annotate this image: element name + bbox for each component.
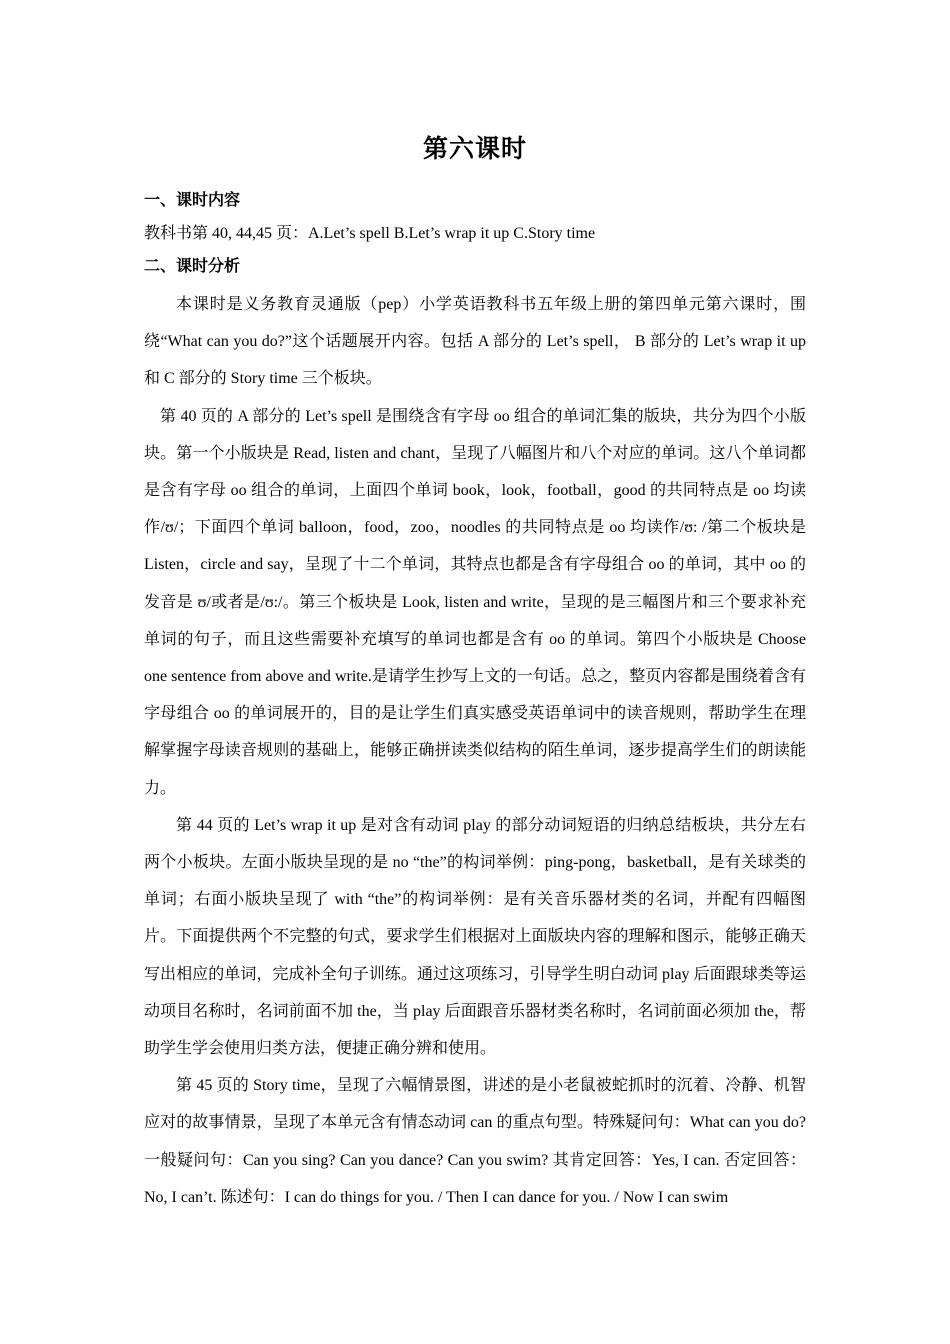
- lesson-content-text: 教科书第 40, 44,45 页：A.Let’s spell B.Let’s wrap it up C.Story time: [144, 225, 596, 242]
- page-title: 第六课时: [422, 136, 527, 163]
- analysis-paragraph-lets-spell: 第 40 页的 A 部分的 Let’s spell 是围绕含有字母 oo 组合的单词汇集的版块，共分为四个小版块。第一个小版块是 Read, listen and chant，呈现了八幅图片和八个对应的单词。这八个单词都是含有字母 oo 组合的单词，上面四个单词 book，look，football，good 的共同特点是 oo 均读作/ʊ/；下面四个单词 balloon，food，zoo，noodles 的共同特点是 oo 均读作/ʊ: /第二个板块是 Listen，circle and say，呈现了十二个单词，其特点也都是含有字母组合 oo 的单词，其中 oo 的发音是 ʊ/或者是/ʊ:/。第三个板块是 Look, listen and write，呈现的是三幅图片和三个要求补充单词的句子，而且这些需要补充填写的单词也都是含有 oo 的单词。第四个小版块是 Choose one sentence from above and write.是请学生抄写上文的一句话。总之，整页内容都是围绕着含有字母组合 oo 的单词展开的，目的是让学生们真实感受英语单词中的读音规则，帮助学生在理解掌握字母读音规则的基础上，能够正确拼读类似结构的陌生单词，逐步提高学生们的朗读能力。: [144, 407, 806, 797]
- analysis-paragraph-story-time: 第 45 页的 Story time，呈现了六幅情景图，讲述的是小老鼠被蛇抓时的沉着、冷静、机智应对的故事情景，呈现了本单元含有情态动词 can 的重点句型。特殊疑问句：What can you do? 一般疑问句：Can you sing? Can you dance? Can you swim? 其肯定回答：Yes, I can. 否定回答：No, I can’t. 陈述句：I can do things for you. / Then I can dance for you. / Now I can swim: [144, 1077, 806, 1206]
- document-body: [144, 132, 806, 1216]
- analysis-paragraph-overview: 本课时是义务教育灵通版（pep）小学英语教科书五年级上册的第四单元第六课时，围绕“What can you do?”这个话题展开内容。包括 A 部分的 Let’s spell， B 部分的 Let’s wrap it up 和 C 部分的 Story time 三个板块。: [144, 296, 806, 388]
- analysis-paragraph-wrap-it-up: 第 44 页的 Let’s wrap it up 是对含有动词 play 的部分动词短语的归纳总结板块，共分左右两个小板块。左面小版块呈现的是 no “the”的构词举例：ping-pong，basketball，是有关球类的单词；右面小版块呈现了 with “the”的构词举例：是有关音乐器材类的名词，并配有四幅图片。下面提供两个不完整的句式，要求学生们根据对上面版块内容的理解和图示，能够正确天写出相应的单词，完成补全句子训练。通过这项练习，引导学生明白动词 play 后面跟球类等运动项目名称时，名词前面不加 the，当 play 后面跟音乐器材类名称时，名词前面必须加 the，帮助学生学会使用归类方法，便捷正确分辨和使用。: [144, 816, 806, 1058]
- section-heading-lesson-analysis: 二、课时分析: [144, 258, 241, 275]
- section-heading-lesson-content: 一、课时内容: [144, 192, 241, 209]
